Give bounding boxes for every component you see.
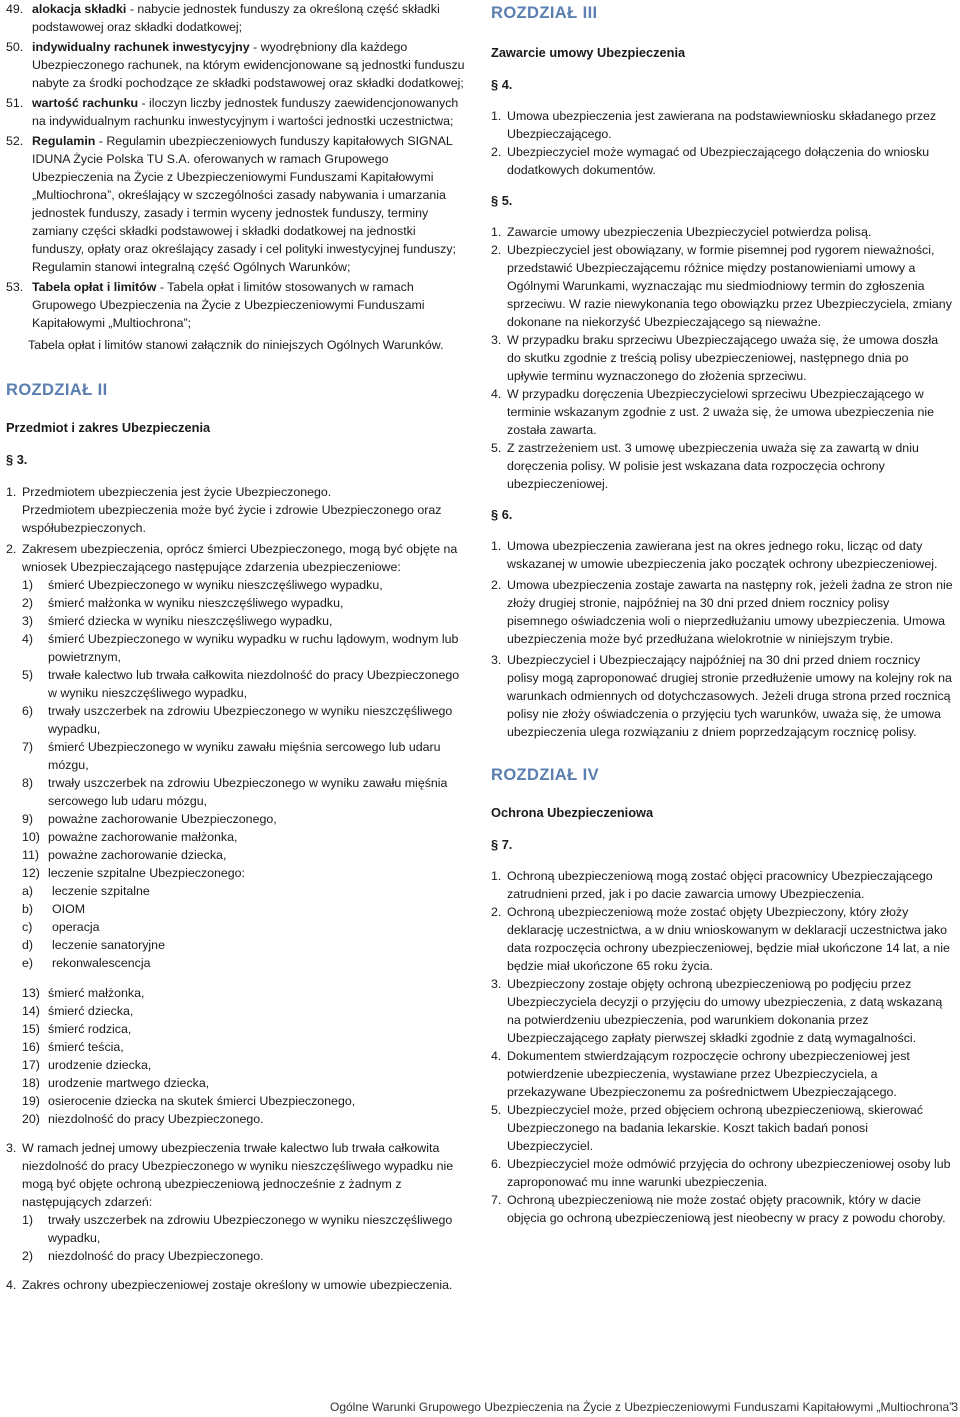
list-item xyxy=(491,241,953,331)
definition-text: - iloczyn liczby jednostek funduszy zaewidencjonowanych na indywidualnym rachunku inwestycyjnym i wartości jednostki uczestnictwa; xyxy=(32,96,459,128)
list-item xyxy=(491,1155,953,1191)
list-item xyxy=(22,1211,466,1247)
list-item-number: 2. xyxy=(491,145,502,159)
page-number: 3 xyxy=(951,1400,958,1414)
list-item-number: e) xyxy=(22,956,34,970)
list-item-number: 5. xyxy=(491,441,502,455)
list-item-number: 2. xyxy=(491,243,502,257)
list-item-number: 2) xyxy=(22,596,34,610)
list-item-text: poważne zachorowanie małżonka, xyxy=(48,830,238,844)
paragraph-5-list xyxy=(491,223,953,493)
list-item-number: 20) xyxy=(22,1112,40,1126)
insured-events-list-continued xyxy=(22,984,466,1128)
list-item-text: niezdolność do pracy Ubezpieczonego. xyxy=(48,1112,264,1126)
list-item xyxy=(491,143,953,179)
list-item xyxy=(22,846,466,864)
paragraph-3-item-4: 4. Zakres ochrony ubezpieczeniowej zostaje określony w umowie ubezpieczenia. xyxy=(6,1278,453,1292)
definition-number: 52. xyxy=(6,134,24,148)
list-item xyxy=(491,975,953,1047)
list-item xyxy=(491,867,953,903)
list-item xyxy=(22,1110,466,1128)
list-item-number: 4) xyxy=(22,632,34,646)
paragraph-3-heading: § 3. xyxy=(6,452,28,467)
list-item xyxy=(491,439,953,493)
definition-text: - Tabela opłat i limitów stosowanych w ramach Grupowego Ubezpieczenia na Życie z Ubezpieczeniowymi Funduszami Kapitałowymi „Multiochrona”; xyxy=(32,280,425,330)
list-item xyxy=(22,1092,466,1110)
list-item-text: poważne zachorowanie dziecka, xyxy=(48,848,227,862)
list-item-text: Z zastrzeżeniem ust. 3 umowę ubezpieczenia uważa się za zawartą w dniu doręczenia polisy. W polisie jest wskazana data rozpoczęcia ochrony ubezpieczeniowej. xyxy=(507,441,919,491)
chapter-3-title: ROZDZIAŁ III xyxy=(491,4,598,22)
list-item-number: a) xyxy=(22,884,34,898)
definition-note: Tabela opłat i limitów stanowi załącznik do niniejszych Ogólnych Warunków. xyxy=(28,338,444,352)
list-item-number: 10) xyxy=(22,830,40,844)
paragraph-6-list xyxy=(491,537,953,741)
definition-text: - Regulamin ubezpieczeniowych funduszy kapitałowych SIGNAL IDUNA Życie Polska TU S.A. oferowanych w ramach Grupowego Ubezpieczenia na Życie z Ubezpieczeniowymi Funduszami Kapitałowymi „Multiochrona”, określający w szczególności zasady nabywania i umarzania jednostek funduszy, zasady i termin wyceny jednostek funduszy, terminy zamiany części składki podstawowej i składki dodatkowej na jednostki funduszy, opłaty oraz określający zasady i cel polityki inwestycyjnej funduszy; Regulamin stanowi integralną część Ogólnych Warunków; xyxy=(32,134,456,274)
list-item-number: 7) xyxy=(22,740,34,754)
list-item xyxy=(22,954,466,972)
list-item-text: Ubezpieczyciel może odmówić przyjęcia do ochrony ubezpieczeniowej osoby lub zaproponować mu inne warunki ubezpieczenia. xyxy=(507,1157,951,1189)
list-item-text: osierocenie dziecka na skutek śmierci Ubezpieczonego, xyxy=(48,1094,356,1108)
chapter-4-subtitle: Ochrona Ubezpieczeniowa xyxy=(491,805,654,820)
definition-term: Regulamin xyxy=(32,134,96,148)
list-item-number: 1. xyxy=(491,539,502,553)
list-item-text: urodzenie martwego dziecka, xyxy=(48,1076,210,1090)
paragraph-3-list xyxy=(6,483,466,1294)
definition-text: - nabycie jednostek funduszy za określoną część składki podstawowej oraz składki dodatkowej; xyxy=(32,2,440,34)
list-item-number: 19) xyxy=(22,1094,40,1108)
list-item-text: Ochroną ubezpieczeniową mogą zostać objęci pracownicy Ubezpieczającego zatrudnieni przed, jak i po dacie zawarcia umowy Ubezpieczenia. xyxy=(507,869,933,901)
chapter-2-title: ROZDZIAŁ II xyxy=(6,381,108,399)
paragraph-7-heading: § 7. xyxy=(491,837,513,852)
list-item-text: W przypadku braku sprzeciwu Ubezpieczającego uważa się, że umowa doszła do skutku zgodnie z treścią polisy ubezpieczeniowej, następnego dnia po upływie terminu wyznaczonego do złożenia sprzeciwu. xyxy=(507,333,939,383)
paragraph-3-item-3: 3. W ramach jednej umowy ubezpieczenia trwałe kalectwo lub trwała całkowita niezdolność do pracy Ubezpieczonego w wyniku nieszczęśliwego wypadku nie mogą być objęte ochroną ubezpieczeniową jednocześnie z żadnym z następujących zdarzeń: 1) trwały uszczerbek na zdrowiu Ubezpieczonego w wyniku nieszczęśliwego wypadku, 2) niezdolność do pracy Ubezpieczonego. xyxy=(6,1139,466,1265)
list-item-number: 1) xyxy=(22,1213,34,1227)
list-item-number: 18) xyxy=(22,1076,40,1090)
definition-item xyxy=(6,38,466,92)
list-item-text: W przypadku doręczenia Ubezpieczycielowi sprzeciwu Ubezpieczającego w terminie wskazanym zgodnie z ust. 2 uważa się, że umowa ubezpieczenia nie została zawarta. xyxy=(507,387,935,437)
list-item-number: 1. xyxy=(491,109,502,123)
list-item-number: 1. xyxy=(491,225,502,239)
paragraph-5-heading: § 5. xyxy=(491,193,513,208)
paragraph-4-list xyxy=(491,107,953,179)
list-item-text: Zawarcie umowy ubezpieczenia Ubezpieczyciel potwierdza polisą. xyxy=(507,225,872,239)
list-item xyxy=(22,1247,466,1265)
list-item xyxy=(491,537,953,573)
list-item-text: Ubezpieczony zostaje objęty ochroną ubezpieczeniową po podjęciu przez Ubezpieczyciela decyzji o przyjęciu do umowy ubezpieczenia, z datą wskazaną na potwierdzeniu ubezpieczenia, pod warunkiem dokonania przez Ubezpieczającego zapłaty pierwszej składki zgodnie z datą wymagalności. xyxy=(507,977,943,1045)
list-item xyxy=(22,918,466,936)
list-item xyxy=(22,810,466,828)
list-item-text: Umowa ubezpieczenia jest zawierana na podstawiewniosku składanego przez Ubezpieczającego. xyxy=(507,109,937,141)
list-item-number: 2. xyxy=(491,578,502,592)
definition-number: 49. xyxy=(6,2,24,16)
list-item-number: 3. xyxy=(491,977,502,991)
list-item xyxy=(22,630,466,666)
list-item-text: śmierć Ubezpieczonego w wyniku wypadku w ruchu lądowym, wodnym lub powietrznym, xyxy=(48,632,459,664)
chapter-4-title: ROZDZIAŁ IV xyxy=(491,766,599,784)
list-item-text: śmierć teścia, xyxy=(48,1040,124,1054)
insured-events-list xyxy=(22,576,466,882)
list-item-text: OIOM xyxy=(52,902,86,916)
list-item-number: 4. xyxy=(491,387,502,401)
list-item-number: 17) xyxy=(22,1058,40,1072)
list-item-text: Ubezpieczyciel i Ubezpieczający najpóźniej na 30 dni przed dniem rocznicy polisy mogą zaproponować drugiej stronie przedłużenie umowy na kolejny rok na warunkach odmiennych od dotychczasowych. Jeżeli druga strona przed rocznicą polisy nie złoży oświadczenia o przyjęciu tych warunków, uważa się, że umowa ubezpieczenia ulega rozwiązaniu z dniem poprzedzającym rocznicę polisy. xyxy=(507,653,952,739)
list-item xyxy=(22,864,466,882)
list-item-text: trwały uszczerbek na zdrowiu Ubezpieczonego w wyniku nieszczęśliwego wypadku, xyxy=(48,1213,453,1245)
list-item xyxy=(491,107,953,143)
list-item xyxy=(491,903,953,975)
list-item xyxy=(491,1101,953,1155)
paragraph-7-list xyxy=(491,867,953,1227)
definition-term: indywidualny rachunek inwestycyjny xyxy=(32,40,250,54)
chapter-2-subtitle: Przedmiot i zakres Ubezpieczenia xyxy=(6,420,211,435)
list-item xyxy=(22,702,466,738)
list-item-number: 2) xyxy=(22,1249,34,1263)
list-item xyxy=(491,331,953,385)
footer-title: Ogólne Warunki Grupowego Ubezpieczenia na Życie z Ubezpieczeniowymi Funduszami Kapitałowymi „Multiochrona” xyxy=(330,1400,954,1414)
list-item-number: 6. xyxy=(491,1157,502,1171)
definition-number: 50. xyxy=(6,40,24,54)
hospital-treatment-list xyxy=(22,882,466,972)
list-item-number: 3) xyxy=(22,614,34,628)
list-item-text: poważne zachorowanie Ubezpieczonego, xyxy=(48,812,277,826)
chapter-3-subtitle: Zawarcie umowy Ubezpieczenia xyxy=(491,45,686,60)
list-item-number: 3. xyxy=(491,653,502,667)
list-item-text: śmierć Ubezpieczonego w wyniku nieszczęśliwego wypadku, xyxy=(48,578,383,592)
list-item-number: 8) xyxy=(22,776,34,790)
list-item-number: 1) xyxy=(22,578,34,592)
list-item-number: 2. xyxy=(491,905,502,919)
list-item-text: Umowa ubezpieczenia zawierana jest na okres jednego roku, licząc od daty wskazanej w umowie ubezpieczenia jako początek ochrony ubezpieczeniowej. xyxy=(507,539,938,571)
list-item-text: Ubezpieczyciel jest obowiązany, w formie pisemnej pod rygorem nieważności, przedstawić Ubezpieczającemu różnice między postanowieniami umowy a Ogólnymi Warunkami, wyznaczając mu siedmiodniowy termin do zgłoszenia sprzeciwu. W razie niewykonania tego obowiązku przez Ubezpieczyciela, zmiany dokonane na niekorzyść Ubezpieczającego są nieważne. xyxy=(507,243,952,329)
list-item xyxy=(22,1074,466,1092)
list-item-number: 7. xyxy=(491,1193,502,1207)
paragraph-3-item-1: 1. Przedmiotem ubezpieczenia jest życie Ubezpieczonego. Przedmiotem ubezpieczenia może być życie i zdrowie Ubezpieczonego oraz współubezpieczonych. xyxy=(6,485,442,535)
list-item-number: c) xyxy=(22,920,33,934)
list-item xyxy=(22,882,466,900)
list-item-text: śmierć Ubezpieczonego w wyniku zawału mięśnia sercowego lub udaru mózgu, xyxy=(48,740,441,772)
definition-number: 51. xyxy=(6,96,24,110)
list-item xyxy=(491,1047,953,1101)
list-item-text: śmierć małżonka w wyniku nieszczęśliwego wypadku, xyxy=(48,596,344,610)
definition-number: 53. xyxy=(6,280,24,294)
list-item xyxy=(22,666,466,702)
list-item-text: trwały uszczerbek na zdrowiu Ubezpieczonego w wyniku nieszczęśliwego wypadku, xyxy=(48,704,453,736)
list-item xyxy=(22,1020,466,1038)
list-item-number: 3. xyxy=(491,333,502,347)
list-item-text: niezdolność do pracy Ubezpieczonego. xyxy=(48,1249,264,1263)
list-item-text: Dokumentem stwierdzającym rozpoczęcie ochrony ubezpieczeniowej jest potwierdzenie ubezpieczenia, wystawiane przez Ubezpieczyciela, a przekazywane Ubezpieczonemu za pośrednictwem Ubezpieczającego. xyxy=(507,1049,910,1099)
list-item xyxy=(491,223,953,241)
left-column xyxy=(6,0,466,1294)
paragraph-3-item-2: 2. Zakresem ubezpieczenia, oprócz śmierci Ubezpieczonego, mogą być objęte na wniosek Ubezpieczającego następujące zdarzenia ubezpieczeniowe: 1) śmierć Ubezpieczonego w wyniku nieszczęśliwego wypadku, 2) śmierć małżonka w wyniku nieszczęśliwego wypadku, 3) śmierć dziecka w wyniku nieszczęśliwego wypadku, 4) śmierć Ubezpieczonego w wyniku wypadku w ruchu lądowym, wodnym lub powietrznym, 5) trwałe kalectwo lub trwała całkowita niezdolność do pracy Ubezpieczonego w wyniku nieszczęśliwego wypadku, 6) trwały uszczerbek na zdrowiu Ubezpieczonego w wyniku nieszczęśliwego wypadku, 7) śmierć Ubezpieczonego w wyniku zawału mięśnia sercowego lub udaru mózgu, 8) trwały uszczerbek na zdrowiu Ubezpieczonego w wyniku zawału mięśnia sercowego lub udaru mózgu, 9) poważne zachorowanie Ubezpieczonego, 10) poważne zachorowanie małżonka, 11) poważne zachorowanie dziecka, 12) leczenie szpitalne Ubezpieczonego: a) leczenie szpitalne b) OIOM c) operacja d) leczenie sanatoryjne e) rekonwalescencja 13) śmierć małżonka, 14) śmierć dziecka, 15) śmierć rodzica, 16) śmierć teścia, 17) urodzenie dziecka, 18) urodzenie martwego dziecka, 19) osierocenie dziecka na skutek śmierci Ubezpieczonego, 20) niezdolność do pracy Ubezpieczonego. xyxy=(6,540,466,1128)
list-item-number: 16) xyxy=(22,1040,40,1054)
list-item xyxy=(22,936,466,954)
excluded-events-list xyxy=(22,1211,466,1265)
list-item-number: d) xyxy=(22,938,34,952)
list-item xyxy=(22,828,466,846)
list-item-number: 11) xyxy=(22,848,39,862)
list-item xyxy=(22,576,466,594)
list-item xyxy=(491,1191,953,1227)
list-item-text: śmierć małżonka, xyxy=(48,986,145,1000)
list-item-number: 5) xyxy=(22,668,34,682)
list-item-text: Ochroną ubezpieczeniową nie może zostać objęty pracownik, który w dacie objęcia go ochroną ubezpieczeniową jest nieobecny w pracy z powodu choroby. xyxy=(507,1193,946,1225)
list-item-number: b) xyxy=(22,902,34,916)
list-item xyxy=(22,900,466,918)
list-item-number: 13) xyxy=(22,986,40,1000)
list-item-text: leczenie szpitalne Ubezpieczonego: xyxy=(48,866,245,880)
definition-text: - wyodrębniony dla każdego Ubezpieczonego rachunek, na którym ewidencjonowane są jednostki funduszu nabyte za środki pochodzące ze składki podstawowej oraz składki dodatkowej; xyxy=(32,40,465,90)
list-item xyxy=(22,612,466,630)
list-item-text: Umowa ubezpieczenia zostaje zawarta na następny rok, jeżeli żadna ze stron nie złoży drugiej stronie, najpóźniej na 30 dni przed dniem rocznicy polisy pisemnego oświadczenia woli o nieprzedłużaniu umowy ubezpieczenia. Umowa ubezpieczenia może być przedłużana wielokrotnie w niniejszym trybie. xyxy=(507,578,953,646)
list-item-text: trwałe kalectwo lub trwała całkowita niezdolność do pracy Ubezpieczonego w wyniku nieszczęśliwego wypadku, xyxy=(48,668,460,700)
list-item-text: leczenie sanatoryjne xyxy=(52,938,165,952)
list-item xyxy=(22,738,466,774)
right-column xyxy=(491,0,953,1227)
list-item xyxy=(22,774,466,810)
list-item-number: 4. xyxy=(491,1049,502,1063)
definition-term: wartość rachunku xyxy=(32,96,139,110)
definition-item xyxy=(6,0,466,36)
list-item xyxy=(22,984,466,1002)
list-item-text: śmierć dziecka, xyxy=(48,1004,134,1018)
list-item-text: leczenie szpitalne xyxy=(52,884,150,898)
definitions-list xyxy=(6,0,466,354)
paragraph-4-heading: § 4. xyxy=(491,77,513,92)
list-item-number: 5. xyxy=(491,1103,502,1117)
list-item-text: śmierć rodzica, xyxy=(48,1022,132,1036)
list-item xyxy=(491,651,953,741)
list-item-text: urodzenie dziecka, xyxy=(48,1058,152,1072)
list-item xyxy=(491,385,953,439)
list-item xyxy=(22,1038,466,1056)
list-item-number: 6) xyxy=(22,704,34,718)
list-item-number: 9) xyxy=(22,812,34,826)
list-item-text: operacja xyxy=(52,920,100,934)
definition-term: Tabela opłat i limitów xyxy=(32,280,157,294)
definition-item xyxy=(6,278,466,354)
definition-item xyxy=(6,132,466,276)
list-item-text: trwały uszczerbek na zdrowiu Ubezpieczonego w wyniku zawału mięśnia sercowego lub udaru mózgu, xyxy=(48,776,448,808)
list-item-number: 15) xyxy=(22,1022,40,1036)
list-item-number: 12) xyxy=(22,866,40,880)
list-item-text: rekonwalescencja xyxy=(52,956,151,970)
list-item-text: śmierć dziecka w wyniku nieszczęśliwego wypadku, xyxy=(48,614,333,628)
list-item-number: 14) xyxy=(22,1004,40,1018)
list-item-text: Ubezpieczyciel może, przed objęciem ochroną ubezpieczeniową, skierować Ubezpieczonego na badania lekarskie. Koszt takich badań ponosi Ubezpieczyciel. xyxy=(507,1103,923,1153)
list-item xyxy=(22,1056,466,1074)
list-item xyxy=(22,594,466,612)
list-item-number: 1. xyxy=(491,869,502,883)
definition-term: alokacja składki xyxy=(32,2,127,16)
list-item xyxy=(22,1002,466,1020)
definition-item xyxy=(6,94,466,130)
list-item-text: Ochroną ubezpieczeniową może zostać objęty Ubezpieczony, który złoży deklarację uczestnictwa, a w dniu wnioskowanym w deklaracji uczestnictwa jako data rozpoczęcia ochrony ubezpieczeniowej, będzie miał ukończone 14 lat, a nie będzie miał ukończone 65 roku życia. xyxy=(507,905,950,973)
list-item xyxy=(491,576,953,648)
paragraph-6-heading: § 6. xyxy=(491,507,513,522)
list-item-text: Ubezpieczyciel może wymagać od Ubezpieczającego dołączenia do wniosku dodatkowych dokumentów. xyxy=(507,145,930,177)
page-footer xyxy=(330,1400,960,1414)
